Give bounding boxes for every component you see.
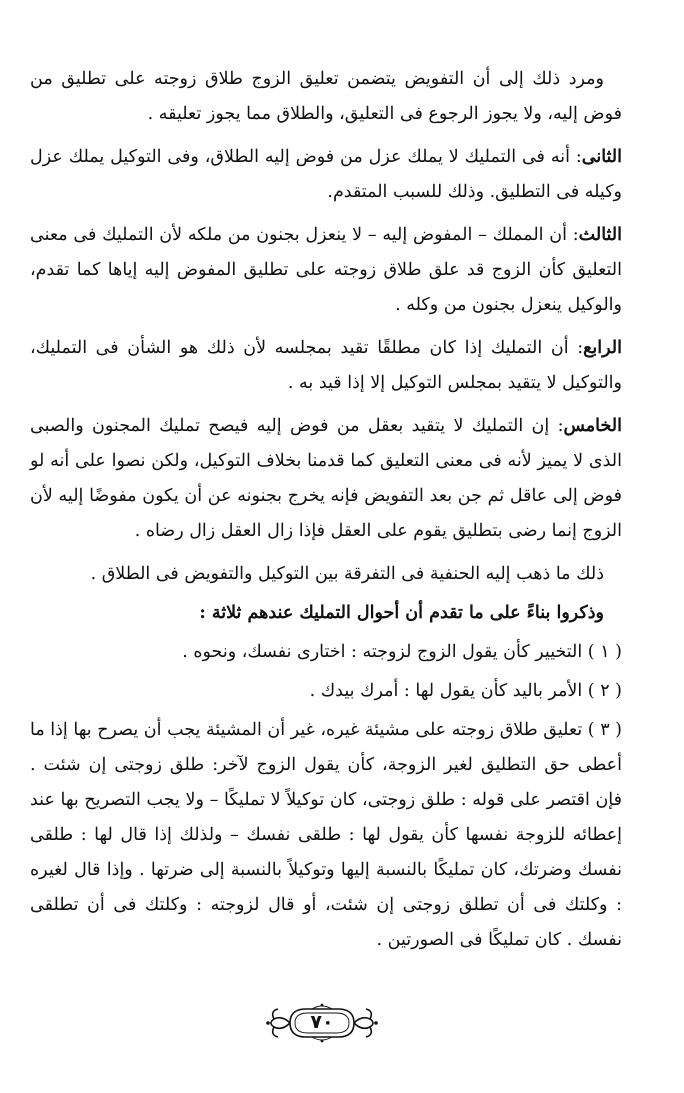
list-item-1-text: ( ١ ) التخيير كأن يقول الزوج لزوجته : اختارى نفسك، ونحوه . (182, 642, 622, 662)
list-item-1 (30, 635, 622, 670)
page-body (30, 62, 622, 966)
paragraph-fifth (30, 409, 622, 549)
paragraph-second-text: : أنه فى التمليك لا يملك عزل من فوض إليه الطلاق، وفى التوكيل يملك عزل وكيله فى التطليق. وذلك للسبب المتقدم. (30, 147, 622, 202)
paragraph-1-text: ومرد ذلك إلى أن التفويض يتضمن تعليق الزوج طلاق زوجته على تطليق من فوض إليه، ولا يجوز الرجوع فى التعليق، والطلاق مما يجوز تعليقه . (30, 69, 622, 124)
paragraph-fifth-lead: الخامس (563, 416, 622, 436)
paragraph-second-lead: الثانى (581, 147, 622, 167)
paragraph-fourth (30, 331, 622, 401)
paragraph-third (30, 218, 622, 323)
paragraph-hanafi-summary-text: ذلك ما ذهب إليه الحنفية فى التفرقة بين التوكيل والتفويض فى الطلاق . (90, 564, 604, 584)
paragraph-fifth-text: : إن التمليك لا يتقيد بعقل من فوض إليه فيصح تمليك المجنون والصبى الذى لا يميز لأنه فى معنى التعليق كما قدمنا بخلاف التوكيل، ولكن نصوا على أنه لو فوض إلى عاقل ثم جن بعد التفويض فإنه يخرج بجنونه عن أن يكون مفوضًا إليه لأن الزوج إنما رضى بتطليق يقوم على العقل فإذا زال العقل زال رضاه . (30, 416, 622, 541)
list-item-2 (30, 674, 622, 709)
paragraph-hanafi-summary (30, 557, 622, 592)
list-item-2-text: ( ٢ ) الأمر باليد كأن يقول لها : أمرك بيدك . (309, 681, 622, 701)
paragraph-second (30, 140, 622, 210)
list-item-3 (30, 713, 622, 958)
paragraph-third-text: : أن المملك – المفوض إليه – لا ينعزل بجنون من ملكه لأن التمليك فى معنى التعليق كأن الزوج قد علق طلاق زوجته على تطليق المفوض إليه إياها كما تقدم، والوكيل ينعزل بجنون من وكله . (30, 225, 622, 315)
page-number: ٧٠ (310, 1011, 334, 1033)
list-item-3-text: ( ٣ ) تعليق طلاق زوجته على مشيئة غيره، غير أن المشيئة يجب أن يصرح بها إذا ما أعطى حق التطليق لغير الزوجة، كأن يقول الزوج لآخر: طلق زوجتى إن شئت . فإن اقتصر على قوله : طلق زوجتى، كان توكيلاً لا تمليكًا – ولا يجب التصريح بها عند إعطائه للزوجة نفسها كأن يقول لها : طلقى نفسك – ولذلك إذا قال لها : طلقى نفسك وضرتك، كان تمليكًا بالنسبة إليها وتوكيلاً بالنسبة إلى ضرتها . وإذا قال لغيره : وكلتك فى أن تطلق زوجتى إن شئت، أو قال لزوجته : وكلتك فى أن تطلقى نفسك . كان تمليكًا فى الصورتين . (30, 720, 622, 950)
paragraph-third-lead: الثالث (578, 225, 622, 245)
page-number-ornament (262, 1003, 382, 1043)
paragraph-list-intro (30, 596, 622, 631)
paragraph-fourth-lead: الرابع (583, 338, 622, 358)
paragraph-list-intro-text: وذكروا بناءً على ما تقدم أن أحوال التمليك عندهم ثلاثة : (199, 603, 604, 623)
paragraph-fourth-text: : أن التمليك إذا كان مطلقًا تقيد بمجلسه لأن ذلك هو الشأن فى التمليك، والتوكيل لا يتقيد بمجلس التوكيل إلا إذا قيد به . (30, 338, 622, 393)
paragraph-1 (30, 62, 622, 132)
